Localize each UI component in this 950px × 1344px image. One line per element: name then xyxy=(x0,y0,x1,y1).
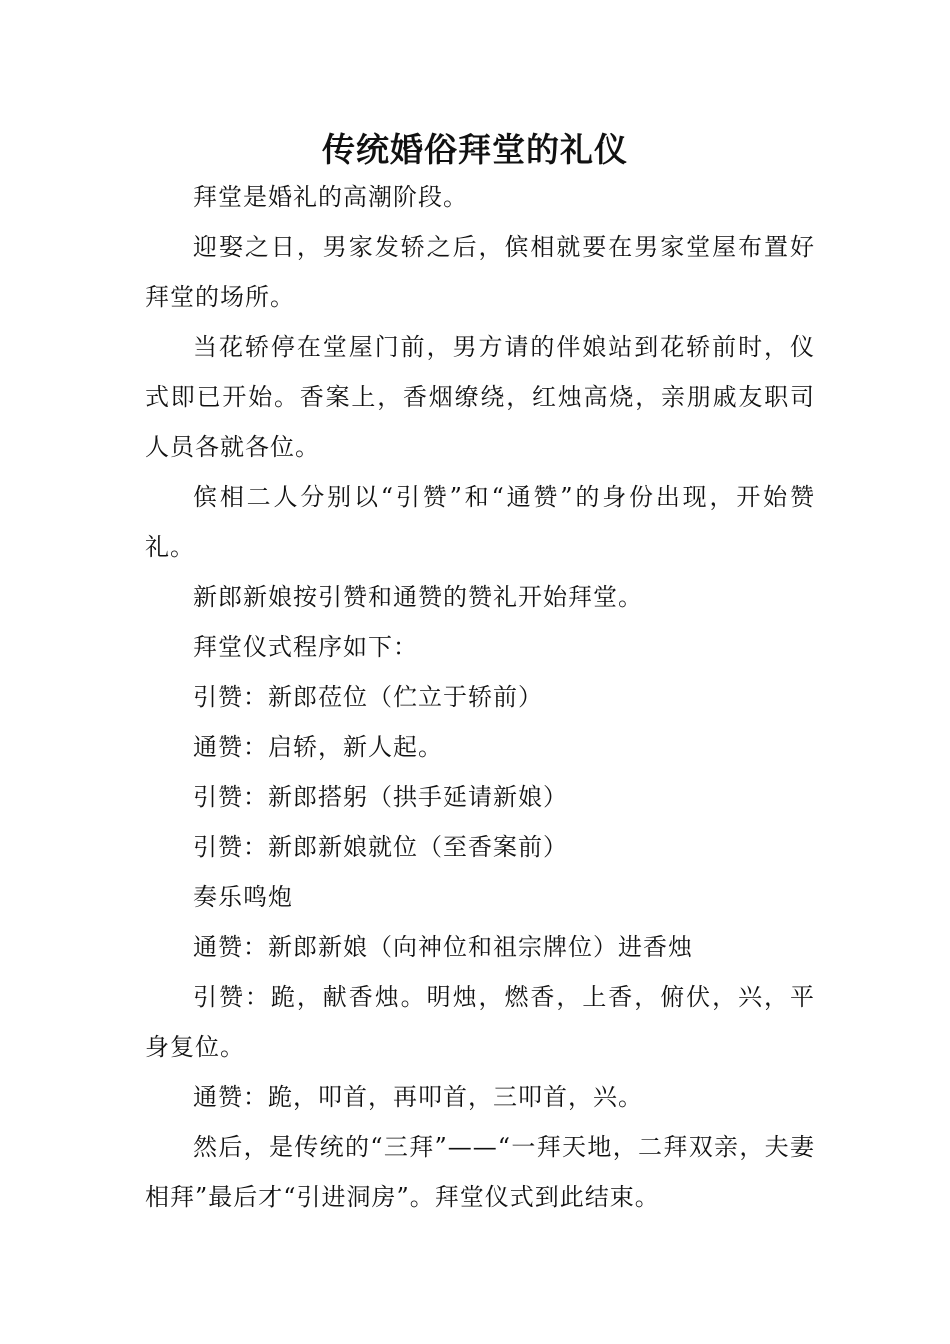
paragraph-4: 傧相二人分别以“引赞”和“通赞”的身份出现，开始赞礼。 xyxy=(145,483,815,561)
paragraph-12: 通赞：新郎新娘（向神位和祖宗牌位）进香烛 xyxy=(193,933,693,961)
paragraph-14: 通赞：跪，叩首，再叩首，三叩首，兴。 xyxy=(193,1083,643,1111)
paragraph-10: 引赞：新郎新娘就位（至香案前） xyxy=(193,833,568,861)
paragraph-7: 引赞：新郎莅位（伫立于轿前） xyxy=(193,683,543,711)
document-title: 传统婚俗拜堂的礼仪 xyxy=(322,130,628,169)
paragraph-13: 引赞：跪，献香烛。明烛，燃香，上香，俯伏，兴，平身复位。 xyxy=(145,983,815,1061)
paragraph-8: 通赞：启轿，新人起。 xyxy=(193,733,443,761)
paragraph-3: 当花轿停在堂屋门前，男方请的伴娘站到花轿前时，仪式即已开始。香案上，香烟缭绕，红烛高烧，亲朋戚友职司人员各就各位。 xyxy=(145,333,815,461)
paragraph-6: 拜堂仪式程序如下： xyxy=(193,633,418,661)
paragraph-9: 引赞：新郎搭躬（拱手延请新娘） xyxy=(193,783,568,811)
paragraph-5: 新郎新娘按引赞和通赞的赞礼开始拜堂。 xyxy=(193,583,643,611)
document-body xyxy=(145,172,815,1222)
paragraph-11: 奏乐鸣炮 xyxy=(193,883,293,911)
paragraph-15: 然后，是传统的“三拜”——“一拜天地，二拜双亲，夫妻相拜”最后才“引进洞房”。拜堂仪式到此结束。 xyxy=(145,1133,815,1211)
paragraph-2: 迎娶之日，男家发轿之后，傧相就要在男家堂屋布置好拜堂的场所。 xyxy=(145,233,815,311)
paragraph-1: 拜堂是婚礼的高潮阶段。 xyxy=(193,183,468,211)
